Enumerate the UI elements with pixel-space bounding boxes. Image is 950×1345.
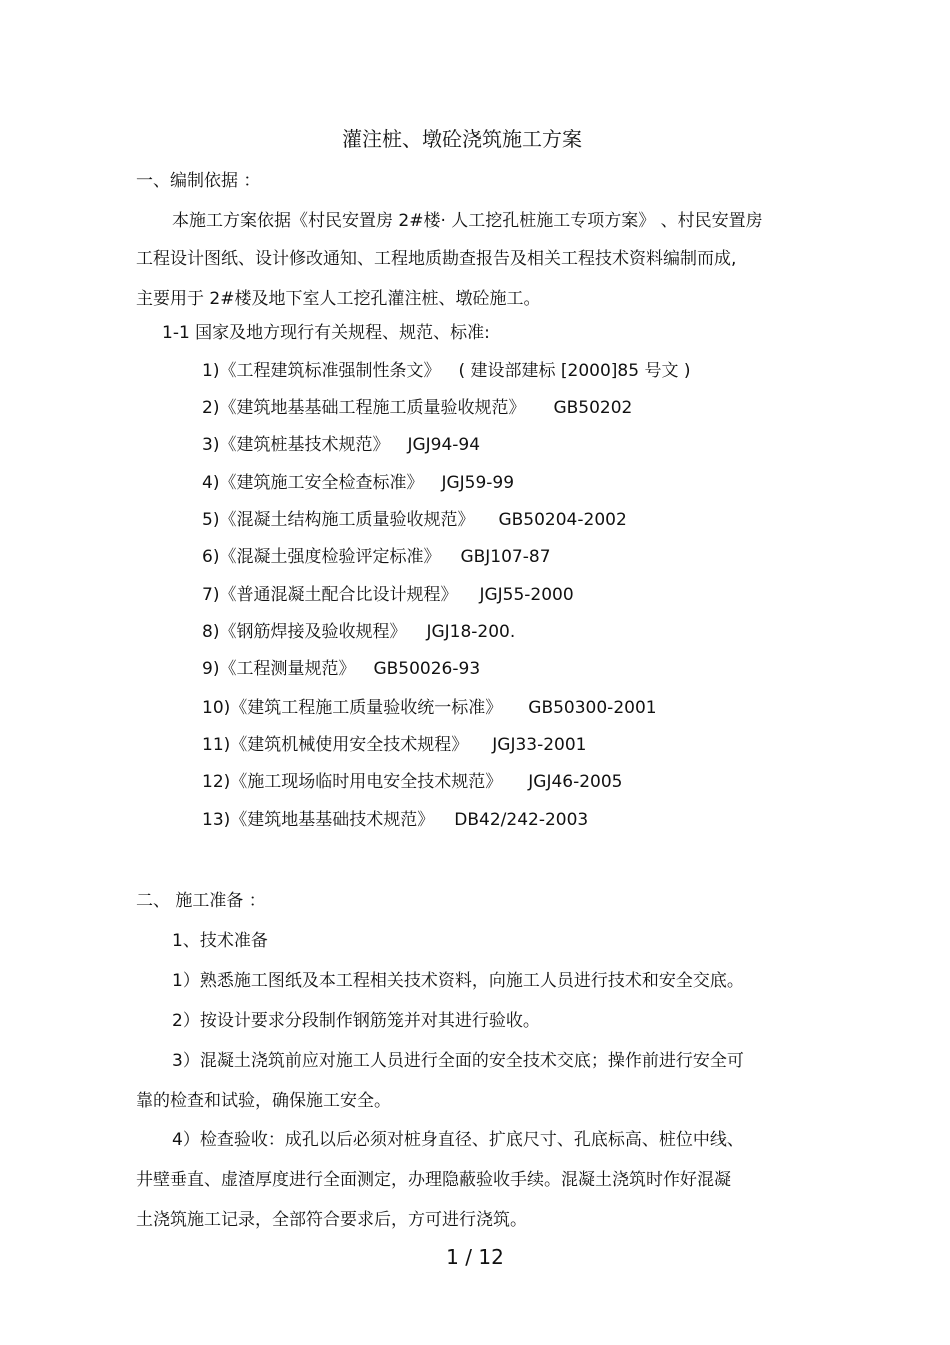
standard-item (202, 584, 574, 606)
section1-paragraph-line-2: 工程设计图纸、设计修改通知、工程地质勘查报告及相关工程技术资料编制而成, (136, 249, 737, 269)
standard-code: ( 建设部建标 [2000]85 号文 ) (458, 361, 691, 381)
section1-paragraph-line-1: 本施工方案依据《村民安置房 2#楼· 人工挖孔桩施工专项方案》 、村民安置房 (172, 211, 763, 231)
standard-item (202, 771, 623, 793)
standard-code: GB50026-93 (373, 659, 481, 679)
standard-item (202, 809, 588, 831)
standard-name: 《混凝土强度检验评定标准》 (219, 547, 441, 567)
prep-item-4-line-1: 4）检查验收：成孔以后必须对桩身直径、扩底尺寸、孔底标高、桩位中线、 (172, 1130, 744, 1150)
standard-code: GBJ107-87 (460, 547, 551, 567)
standard-item (202, 621, 515, 643)
standard-num: 12) (202, 772, 231, 792)
prep-item-3-line-1: 3）混凝土浇筑前应对施工人员进行全面的安全技术交底；操作前进行安全可 (172, 1051, 744, 1071)
prep-item-4-line-2: 井壁垂直、虚渣厚度进行全面测定，办理隐蔽验收手续。混凝土浇筑时作好混凝 (136, 1170, 731, 1190)
standard-name: 《普通混凝土配合比设计规程》 (219, 585, 458, 605)
standard-name: 《施工现场临时用电安全技术规范》 (230, 772, 503, 792)
standard-name: 《钢筋焊接及验收规程》 (219, 622, 407, 642)
standard-name: 《建筑地基基础工程施工质量验收规范》 (219, 398, 526, 418)
standard-code: JGJ46-2005 (528, 772, 623, 792)
standard-num: 11) (202, 735, 231, 755)
standard-item (202, 658, 480, 680)
standard-name: 《建筑地基基础技术规范》 (230, 810, 435, 830)
standard-name: 《混凝土结构施工质量验收规范》 (219, 510, 475, 530)
prep-item-2-line-1: 2）按设计要求分段制作钢筋笼并对其进行验收。 (172, 1011, 540, 1031)
section2-sub-heading: 1、技术准备 (172, 931, 268, 951)
standard-code: JGJ59-99 (441, 473, 515, 493)
standard-item (202, 434, 480, 456)
standard-code: JGJ94-94 (407, 435, 481, 455)
standard-code: GB50300-2001 (528, 698, 657, 718)
prep-item-4-line-3: 土浇筑施工记录，全部符合要求后，方可进行浇筑。 (136, 1210, 527, 1230)
prep-item-1-line-1: 1）熟悉施工图纸及本工程相关技术资料，向施工人员进行技术和安全交底。 (172, 971, 744, 991)
standard-item (202, 734, 587, 756)
standard-code: DB42/242-2003 (454, 810, 589, 830)
standard-num: 6) (202, 547, 220, 567)
standard-name: 《工程建筑标准强制性条文》 (219, 361, 441, 381)
standard-name: 《工程测量规范》 (219, 659, 356, 679)
standard-name: 《建筑机械使用安全技术规程》 (230, 735, 469, 755)
standard-num: 5) (202, 510, 220, 530)
prep-item-3-line-2: 靠的检查和试验，确保施工安全。 (136, 1091, 391, 1111)
standard-code: JGJ18-200. (426, 622, 516, 642)
standard-item (202, 697, 657, 719)
section1-sub-heading: 1-1 国家及地方现行有关规程、规范、标准: (162, 323, 490, 343)
standard-item (202, 472, 514, 494)
standard-num: 4) (202, 473, 220, 493)
standard-num: 1) (202, 361, 220, 381)
standard-num: 10) (202, 698, 231, 718)
standard-num: 7) (202, 585, 220, 605)
standard-item (202, 360, 691, 382)
standard-num: 2) (202, 398, 220, 418)
standard-code: JGJ33-2001 (492, 735, 587, 755)
section1-heading: 一、编制依据 ： (136, 171, 261, 191)
standard-item (202, 546, 551, 568)
standard-name: 《建筑桩基技术规范》 (219, 435, 390, 455)
standard-num: 13) (202, 810, 231, 830)
section2-heading: 二、 施工准备 ： (136, 891, 266, 911)
standard-name: 《建筑工程施工质量验收统一标准》 (230, 698, 503, 718)
section1-paragraph-line-3: 主要用于 2#楼及地下室人工挖孔灌注桩、墩砼施工。 (136, 289, 541, 309)
standard-item (202, 397, 632, 419)
document-title: 灌注桩、墩砼浇筑施工方案 (342, 127, 582, 151)
standard-num: 8) (202, 622, 220, 642)
page-number: 1 / 12 (446, 1245, 504, 1269)
standard-code: GB50204-2002 (498, 510, 627, 530)
standard-code: GB50202 (553, 398, 633, 418)
standard-code: JGJ55-2000 (479, 585, 574, 605)
standard-item (202, 509, 627, 531)
standard-name: 《建筑施工安全检查标准》 (219, 473, 424, 493)
standard-num: 9) (202, 659, 220, 679)
standard-num: 3) (202, 435, 220, 455)
